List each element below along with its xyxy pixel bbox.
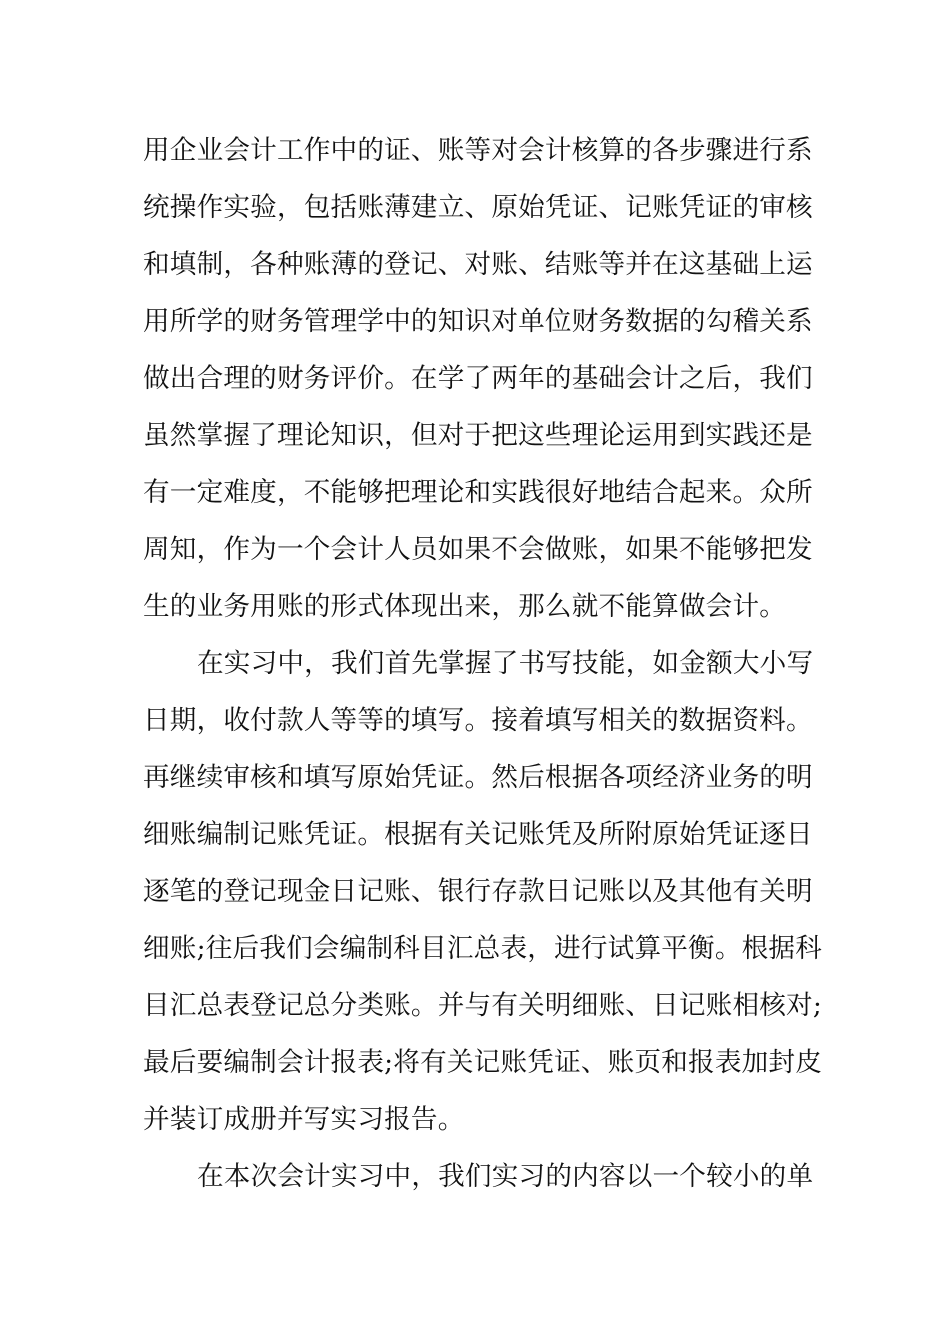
paragraph-2-line-3: 再继续审核和填写原始凭证。然后根据各项经济业务的明 [143, 762, 813, 793]
paragraph-2-line-8: 最后要编制会计报表;将有关记账凭证、账页和报表加封皮 [143, 1047, 823, 1078]
paragraph-2-line-4: 细账编制记账凭证。根据有关记账凭及所附原始凭证逐日 [143, 819, 813, 850]
paragraph-1-line-5: 做出合理的财务评价。在学了两年的基础会计之后，我们 [143, 363, 813, 394]
paragraph-2-line-7: 目汇总表登记总分类账。并与有关明细账、日记账相核对; [143, 990, 823, 1021]
paragraph-2-line-1: 在实习中，我们首先掌握了书写技能，如金额大小写 [197, 648, 814, 679]
paragraph-2-line-9: 并装订成册并写实习报告。 [143, 1104, 465, 1135]
paragraph-1-line-3: 和填制，各种账薄的登记、对账、结账等并在这基础上运 [143, 249, 813, 280]
paragraph-1-line-8: 周知，作为一个会计人员如果不会做账，如果不能够把发 [143, 534, 813, 565]
paragraph-1-line-2: 统操作实验，包括账薄建立、原始凭证、记账凭证的审核 [143, 192, 813, 223]
paragraph-1-line-7: 有一定难度，不能够把理论和实践很好地结合起来。众所 [143, 477, 813, 508]
paragraph-1-line-4: 用所学的财务管理学中的知识对单位财务数据的勾稽关系 [143, 306, 813, 337]
paragraph-1-line-9: 生的业务用账的形式体现出来，那么就不能算做会计。 [143, 591, 787, 622]
paragraph-1-line-1: 用企业会计工作中的证、账等对会计核算的各步骤进行系 [143, 135, 813, 166]
paragraph-3-line-1: 在本次会计实习中，我们实习的内容以一个较小的单 [197, 1161, 814, 1192]
paragraph-2-line-2: 日期，收付款人等等的填写。接着填写相关的数据资料。 [143, 705, 813, 736]
paragraph-2-line-6: 细账;往后我们会编制科目汇总表，进行试算平衡。根据科 [143, 933, 823, 964]
paragraph-2-line-5: 逐笔的登记现金日记账、银行存款日记账以及其他有关明 [143, 876, 813, 907]
paragraph-1-line-6: 虽然掌握了理论知识，但对于把这些理论运用到实践还是 [143, 420, 813, 451]
